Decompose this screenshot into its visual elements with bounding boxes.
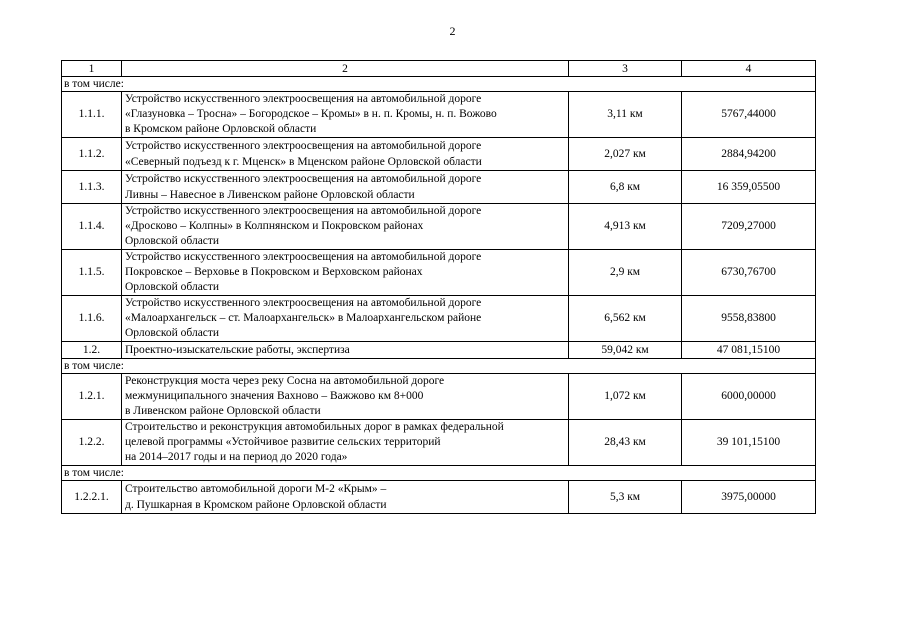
subheading-text: в том числе: <box>62 77 816 92</box>
item-length: 6,562 км <box>569 296 682 342</box>
description-line: Реконструкция моста через реку Сосна на автомобильной дороге <box>125 375 445 387</box>
item-length: 59,042 км <box>569 342 682 359</box>
item-length: 1,072 км <box>569 374 682 420</box>
item-number: 1.1.6. <box>62 296 122 342</box>
description-line: Орловской области <box>125 281 220 293</box>
subheading-text: в том числе: <box>62 359 816 374</box>
description-line: «Глазуновка – Тросна» – Богородское – Кромы» в н. п. Кромы, н. п. Вожово <box>125 108 497 120</box>
description-line: Покровское – Верховье в Покровском и Верховском районах <box>125 266 423 278</box>
item-description <box>122 296 569 342</box>
table-row <box>62 342 816 359</box>
item-description <box>122 481 569 514</box>
item-length: 28,43 км <box>569 420 682 466</box>
description-line: межмуниципального значения Вахново – Важжово км 8+000 <box>125 390 424 402</box>
description-line: «Дросково – Колпны» в Колпнянском и Покровском районах <box>125 220 424 232</box>
subheading-row <box>62 466 816 481</box>
header-row <box>62 61 816 77</box>
subheading-row <box>62 359 816 374</box>
item-amount: 5767,44000 <box>682 92 816 138</box>
description-line: «Малоархангельск – ст. Малоархангельск» в Малоархангельском районе <box>125 312 482 324</box>
description-line: целевой программы «Устойчивое развитие сельских территорий <box>125 436 441 448</box>
description-line: Устройство искусственного электроосвещения на автомобильной дороге <box>125 93 482 105</box>
item-length: 4,913 км <box>569 204 682 250</box>
description-line: Устройство искусственного электроосвещения на автомобильной дороге <box>125 251 482 263</box>
item-length: 6,8 км <box>569 171 682 204</box>
item-number: 1.2.2.1. <box>62 481 122 514</box>
description-line: на 2014–2017 годы и на период до 2020 года» <box>125 451 348 463</box>
item-number: 1.1.4. <box>62 204 122 250</box>
item-number: 1.1.3. <box>62 171 122 204</box>
item-amount: 7209,27000 <box>682 204 816 250</box>
item-length: 2,027 км <box>569 138 682 171</box>
table-row <box>62 481 816 514</box>
item-description <box>122 342 569 359</box>
item-description <box>122 250 569 296</box>
item-amount: 16 359,05500 <box>682 171 816 204</box>
table-row <box>62 374 816 420</box>
description-line: Орловской области <box>125 327 220 339</box>
description-line: Строительство автомобильной дороги М-2 «Крым» – <box>125 483 387 495</box>
item-length: 2,9 км <box>569 250 682 296</box>
description-line: Проектно-изыскательские работы, экспертиза <box>125 344 350 356</box>
item-amount: 2884,94200 <box>682 138 816 171</box>
item-amount: 39 101,15100 <box>682 420 816 466</box>
item-amount: 6730,76700 <box>682 250 816 296</box>
description-line: Строительство и реконструкция автомобильных дорог в рамках федеральной <box>125 421 504 433</box>
description-line: Орловской области <box>125 235 220 247</box>
header-cell-2: 2 <box>122 61 569 77</box>
item-number: 1.2.2. <box>62 420 122 466</box>
item-description <box>122 420 569 466</box>
item-amount: 47 081,15100 <box>682 342 816 359</box>
table-row <box>62 250 816 296</box>
item-description <box>122 374 569 420</box>
description-line: Ливны – Навесное в Ливенском районе Орловской области <box>125 189 415 201</box>
description-line: д. Пушкарная в Кромском районе Орловской области <box>125 499 387 511</box>
table-row <box>62 420 816 466</box>
description-line: Устройство искусственного электроосвещения на автомобильной дороге <box>125 205 482 217</box>
item-number: 1.2.1. <box>62 374 122 420</box>
item-description <box>122 171 569 204</box>
page-number: 2 <box>449 24 456 38</box>
table-row <box>62 204 816 250</box>
subheading-row <box>62 77 816 92</box>
item-number: 1.1.5. <box>62 250 122 296</box>
item-description <box>122 92 569 138</box>
item-amount: 3975,00000 <box>682 481 816 514</box>
item-number: 1.1.2. <box>62 138 122 171</box>
item-number: 1.1.1. <box>62 92 122 138</box>
item-amount: 9558,83800 <box>682 296 816 342</box>
header-cell-3: 3 <box>569 61 682 77</box>
item-length: 5,3 км <box>569 481 682 514</box>
subheading-text: в том числе: <box>62 466 816 481</box>
document-table <box>61 60 816 514</box>
description-line: Устройство искусственного электроосвещения на автомобильной дороге <box>125 140 482 152</box>
description-line: Устройство искусственного электроосвещения на автомобильной дороге <box>125 173 482 185</box>
item-length: 3,11 км <box>569 92 682 138</box>
table-row <box>62 138 816 171</box>
item-number: 1.2. <box>62 342 122 359</box>
table-body <box>62 61 816 514</box>
description-line: в Кромском районе Орловской области <box>125 123 317 135</box>
header-cell-1: 1 <box>62 61 122 77</box>
item-amount: 6000,00000 <box>682 374 816 420</box>
item-description <box>122 138 569 171</box>
header-cell-4: 4 <box>682 61 816 77</box>
table-row <box>62 171 816 204</box>
item-description <box>122 204 569 250</box>
table-row <box>62 92 816 138</box>
table-row <box>62 296 816 342</box>
description-line: Устройство искусственного электроосвещения на автомобильной дороге <box>125 297 482 309</box>
description-line: «Северный подъезд к г. Мценск» в Мценском районе Орловской области <box>125 156 482 168</box>
description-line: в Ливенском районе Орловской области <box>125 405 321 417</box>
